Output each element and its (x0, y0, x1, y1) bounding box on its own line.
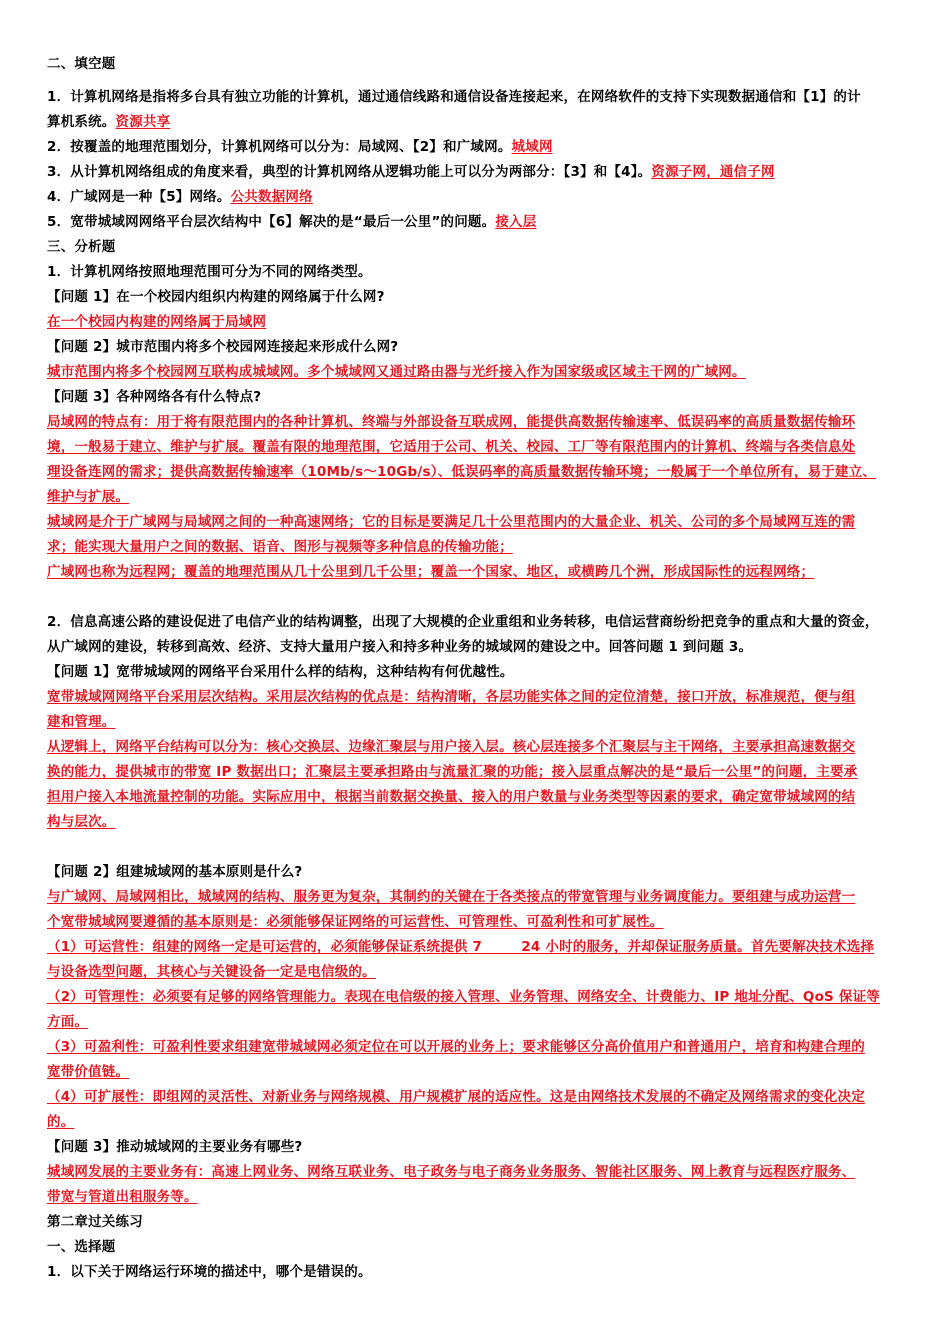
fill-question-5: 5．宽带城域网网络平台层次结构中【6】解决的是“最后一公里”的问题。接入层 (47, 214, 537, 230)
choice-question: 1．以下关于网络运行环境的描述中，哪个是错误的。 (47, 1264, 372, 1280)
analysis-answer-line: 与设备选型问题，其核心与关键设备一定是电信级的。 (47, 964, 376, 980)
analysis-answer-line: 理设备连网的需求；提供高数据传输速率（10Mb/s～10Gb/s）、低误码率的高质量数据传输环境；一般属于一个单位所有，易于建立、 (47, 464, 877, 480)
analysis-answer-line: 带宽与管道出租服务等。 (47, 1189, 198, 1205)
fill-answer-4: 公共数据网络 (230, 189, 313, 205)
fill-answer-5: 接入层 (495, 214, 537, 230)
analysis-answer-line: 建和管理。 (47, 714, 116, 730)
analysis-answer: 在一个校园内构建的网络属于局域网 (47, 314, 267, 330)
analysis-answer-line: 方面。 (47, 1014, 89, 1030)
analysis-intro: 从广域网的建设，转移到高效、经济、支持大量用户接入和持多种业务的城域网的建设之中。回答问题 1 到问题 3。 (47, 639, 753, 655)
analysis-answer-line: 担用户接入本地流量控制的功能。实际应用中，根据当前数据交换量、接入的用户数量与业务类型等因素的要求，确定宽带城域网的结 (47, 789, 856, 805)
analysis-answer-line: 构与层次。 (47, 814, 116, 830)
analysis-answer-line: 的。 (47, 1114, 75, 1130)
analysis-answer-line: 境，一般易于建立、维护与扩展。覆盖有限的地理范围，它适用于公司、机关、校园、工厂等有限范围内的计算机、终端与各类信息处 (47, 439, 856, 455)
section-title: 一、选择题 (47, 1239, 116, 1255)
analysis-answer-line: 求；能实现大量用户之间的数据、语音、图形与视频等多种信息的传输功能； (47, 539, 513, 555)
fill-answer-2: 城域网 (511, 139, 553, 155)
fill-question-1: 1．计算机网络是指将多台具有独立功能的计算机，通过通信线路和通信设备连接起来，在网络软件的支持下实现数据通信和【1】的计 (47, 89, 861, 105)
fill-answer-1: 资源共享 (115, 114, 171, 130)
fill-question-4: 4．广域网是一种【5】网络。公共数据网络 (47, 189, 313, 205)
analysis-answer-line: 城域网发展的主要业务有：高速上网业务、网络互联业务、电子政务与电子商务业务服务、智能社区服务、网上教育与远程医疗服务、 (47, 1164, 856, 1180)
fill-question-2: 2．按覆盖的地理范围划分，计算机网络可以分为：局域网、【2】和广域网。城域网 (47, 139, 553, 155)
analysis-answer-line: （3）可盈利性：可盈利性要求组建宽带城域网必须定位在可以开展的业务上；要求能够区分高价值用户和普通用户，培育和构建合理的 (47, 1039, 865, 1055)
fill-answer-3: 资源子网，通信子网 (651, 164, 775, 180)
chapter-title: 第二章过关练习 (47, 1214, 143, 1230)
analysis-answer-line: （4）可扩展性：即组网的灵活性、对新业务与网络规模、用户规模扩展的适应性。这是由网络技术发展的不确定及网络需求的变化决定 (47, 1089, 865, 1105)
analysis-answer-line: 维护与扩展。 (47, 489, 130, 505)
section-title: 三、分析题 (47, 239, 116, 255)
analysis-answer-line: 与广域网、局域网相比，城域网的结构、服务更为复杂，其制约的关键在于各类接点的带宽管理与业务调度能力。要组建与成功运营一 (47, 889, 856, 905)
analysis-intro: 2．信息高速公路的建设促进了电信产业的结构调整，出现了大规模的企业重组和业务转移，电信运营商纷纷把竞争的重点和大量的资金， (47, 614, 879, 630)
section-title: 二、填空题 (47, 56, 116, 72)
analysis-question: 【问题 2】城市范围内将多个校园网连接起来形成什么网? (47, 339, 399, 355)
analysis-intro: 1．计算机网络按照地理范围可分为不同的网络类型。 (47, 264, 372, 280)
analysis-answer-line: 城域网是介于广域网与局域网之间的一种高速网络；它的目标是要满足几十公里范围内的大量企业、机关、公司的多个局域网互连的需 (47, 514, 856, 530)
analysis-question: 【问题 1】在一个校园内组织内构建的网络属于什么网? (47, 289, 385, 305)
analysis-answer: 城市范围内将多个校园网互联构成城域网。多个城域网又通过路由器与光纤接入作为国家级或区域主干网的广域网。 (47, 364, 746, 380)
analysis-answer-line: （2）可管理性：必须要有足够的网络管理能力。表现在电信级的接入管理、业务管理、网络安全、计费能力、IP 地址分配、QoS 保证等 (47, 989, 880, 1005)
fill-question-1-cont: 算机系统。资源共享 (47, 114, 171, 130)
analysis-answer-line: 宽带价值链。 (47, 1064, 130, 1080)
analysis-question: 【问题 3】推动城域网的主要业务有哪些? (47, 1139, 303, 1155)
document-page (47, 52, 907, 1285)
analysis-answer-line: 局域网的特点有：用于将有限范围内的各种计算机、终端与外部设备互联成网，能提供高数据传输速率、低误码率的高质量数据传输环 (47, 414, 856, 430)
analysis-question: 【问题 1】宽带城域网的网络平台采用什么样的结构，这种结构有何优越性。 (47, 664, 514, 680)
analysis-question: 【问题 2】组建城域网的基本原则是什么? (47, 864, 303, 880)
analysis-answer-line: 换的能力，提供城市的带宽 IP 数据出口；汇聚层主要承担路由与流量汇聚的功能；接入层重点解决的是“最后一公里”的问题，主要承 (47, 764, 858, 780)
analysis-answer-line: （1）可运营性：组建的网络一定是可运营的，必须能够保证系统提供 7 24 小时的服务，并却保证服务质量。首先要解决技术选择 (47, 939, 875, 955)
analysis-answer-line: 宽带城域网网络平台采用层次结构。采用层次结构的优点是：结构清晰，各层功能实体之间的定位清楚，接口开放，标准规范，便与组 (47, 689, 856, 705)
fill-question-3: 3．从计算机网络组成的角度来看，典型的计算机网络从逻辑功能上可以分为两部分：【3】和【4】。资源子网，通信子网 (47, 164, 775, 180)
analysis-question: 【问题 3】各种网络各有什么特点? (47, 389, 262, 405)
analysis-answer-line: 从逻辑上，网络平台结构可以分为：核心交换层、边缘汇聚层与用户接入层。核心层连接多个汇聚层与主干网络，主要承担高速数据交 (47, 739, 856, 755)
analysis-answer-line: 个宽带城域网要遵循的基本原则是：必须能够保证网络的可运营性、可管理性、可盈利性和可扩展性。 (47, 914, 664, 930)
analysis-answer-line: 广域网也称为远程网；覆盖的地理范围从几十公里到几千公里；覆盖一个国家、地区，或横跨几个洲，形成国际性的远程网络； (47, 564, 815, 580)
